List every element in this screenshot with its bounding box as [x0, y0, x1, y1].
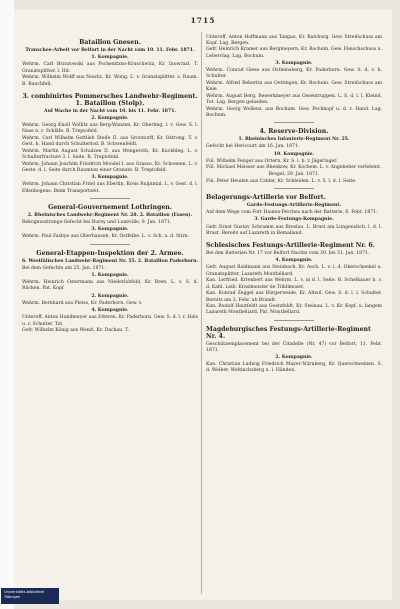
- entry-line: Fül. Wilhelm Fenger aus Ortern, Kr. S. l. b. r. Jägerlager.: [206, 158, 338, 164]
- right-column: [206, 34, 382, 375]
- subsection-heading: Auf Wache in der Nacht vom 10. bis 11. Febr. 1871.: [44, 108, 176, 114]
- section-heading: 3. combinirtes Pommersches Landwehr-Regiment. 1. Bataillon (Stolp).: [22, 92, 198, 107]
- entry-line: Geschützemplacement bei der Citadelle (Nr. 47) vor Belfort, 11. Febr. 1871.: [206, 341, 382, 353]
- entry-line: Bei den Batterien Nr. 17 vor Belfort Nachts vom 30. bis 31. Jan. 1871.: [206, 251, 370, 257]
- entry-line: Fül. Michael Meisser aus Rhenkow, Kr. Kochem. L. v. Angelieber verlebent.: [206, 165, 382, 171]
- column-divider: [201, 32, 202, 594]
- entry-line: Wehrm. Georg Wollenz. aus Bochum. Gew. Pechkopf u. d. r. Hand. Lag. Bochum.: [206, 106, 382, 118]
- section-separator: [90, 198, 130, 199]
- entry-line: Wehrm. Carl Wilhelm Gottlieb Steife II. aus Grotstorff, Kr. Ostrong. T. v. Gest. b. Hand durch Schultertod. B. Schwenfeldt.: [22, 136, 198, 148]
- subsection-heading: 2. Kompagnie.: [91, 293, 129, 299]
- left-column: [22, 34, 198, 335]
- section-separator: [274, 320, 314, 321]
- subsection-heading: 3. Garde-Festungs-Kompagnie.: [254, 217, 334, 223]
- entry-line: Kan. Christian Ludwig Friedrich Mayer-Nürnberg, Kr. Querschweinen. S. d. Weiber. Weltinchsberg u. l. Händen.: [206, 362, 382, 374]
- page-number: 1715: [190, 16, 216, 25]
- entry-line: Wehrm. Carl Brzozowski aus Pschenitzno-Kruschwitz, Kr. Inowrazl. T. Granatsplitter. l. Hd.: [22, 62, 198, 74]
- subsection-heading: 4. Kompagnie.: [91, 308, 129, 314]
- section-heading: General-Gouvernement Lothringen.: [48, 203, 172, 211]
- entry-line: Kan. Konrad Zeggel aus Bürgerweide, Kr. Altwil. Gew. S. d. l. l. Schulter. Bereits am 3. Febr. ab Brandt.: [206, 291, 382, 303]
- entry-line: Wehrm. Bernhard aus Pleiss, Kr. Paderborn. Gew. v.: [22, 300, 143, 306]
- entry-line: Kan. Lerfried. Krlenbert aus Wehrm. L. v. in d. l. Seite. B. Schelkauer b. v. d. Kahl. Leib. Kraslmeister de Tilldimoser.: [206, 278, 382, 290]
- subsection-heading: 1. Kompagnie.: [91, 55, 129, 61]
- entry-line: Auf dem Wege vom Fort Hautes-Perches nach der Batterie, 6. Febr. 1871.: [206, 210, 378, 216]
- subsection-heading: 6. Westfälisches Landwehr-Regiment Nr. 55. 2. Bataillon Paderborn.: [22, 258, 199, 264]
- entry-line: Rekognoszirungs-Gefecht bei Burey und Lunéville, 9. Jan. 1871.: [22, 220, 172, 226]
- entry-line: Wehrm. Conrad Giese aus Ostleinsberg, Kr. Paderborn. Gew. S. d. v. h. Schulter.: [206, 68, 382, 80]
- subsection-heading: 4. Kompagnie.: [275, 258, 313, 264]
- entry-line: Unteroff. Anton Hoffmann aus Tangau, Kr. Balcburg. Gew. Streifschuss am Kopf. Lag. Bergen.: [206, 34, 382, 46]
- subsection-heading: 2. Kompagnie.: [275, 355, 313, 361]
- section-heading: Magdeburgisches Festungs-Artillerie-Regiment Nr. 4.: [206, 325, 371, 340]
- subsection-heading: 3. Kompagnie.: [275, 60, 313, 66]
- section-separator: [90, 244, 130, 245]
- subsection-heading: 2. Rheinisches Landwehr-Regiment Nr. 28. 2. Bataillon (Essen).: [27, 212, 193, 218]
- entry-line: Wehrm. August Berg. Bewerkmeyer aus Ossentruppen. L. S. d. l. l. Kleind. Tot. Lag. Bergen gelasden.: [206, 93, 382, 106]
- section-heading: Schlesisches Festungs-Artillerie-Regiment Nr. 6.: [206, 242, 375, 250]
- document-page: [14, 10, 392, 600]
- entry-line: Gefr. Ernst Gustav Schramm aus Breslau. L. Brust am Lungenstich. l. d. l. Brust. Bereits auf Lazareth in Bemalland.: [206, 224, 382, 236]
- entry-line: Wehrm. Alfred Bebertin aus Oettingen, Kr. Bochum. Gew. Streifschuss am Knie.: [206, 80, 382, 93]
- entry-line: Bregel, 29. Jan. 1871.: [268, 172, 320, 178]
- subsection-heading: 1. Kompagnie.: [91, 273, 129, 279]
- subsection-heading: 10. Kompagnie.: [273, 151, 315, 157]
- subsection-heading: 2. Kompagnie.: [91, 115, 129, 121]
- entry-line: Wehrm. Johann Joachim Friedrich Moodel I. aus Grasso, Kr. Schoenen. L. v. Geste. d. l. Seite durch Raumton einer Granate. B. Treptofeld.: [22, 161, 198, 174]
- entry-line: Gefr. Heinrich Kramer aus Bergmeyern, Kr. Bochum. Gew. Fleischschuss u. Lebervlag. Lag. Bochum.: [206, 47, 382, 59]
- subsection-heading: Garde-Festungs-Artillerie-Regiment.: [246, 203, 342, 209]
- section-heading: Belagerungs-Artillerie vor Belfort.: [206, 194, 326, 202]
- section-heading: 4. Reserve-Division.: [259, 128, 329, 136]
- subsection-heading: 3. Kompagnie.: [91, 227, 129, 233]
- entry-line: Gefecht bei Hericourt am 16. Jan. 1871.: [206, 144, 300, 150]
- subsection-heading: 1. Rheinisches Infanterie-Regiment Nr. 25.: [238, 137, 350, 143]
- entry-line: Fül. Peter Heuden aus Cahler, Kr. Schleiden. L. v. S. l. d. l. Seite.: [206, 178, 357, 184]
- entry-line: Wehrm. Paul Fasbye aus Oberhausen, Kr. Ostfelbe. L. v. Sch. a. d. Stirn.: [22, 234, 190, 240]
- section-heading: General-Etappen-Inspektion der 2. Armee.: [36, 249, 184, 257]
- entry-line: Unteroff. Anton Hundmeyer aus Etteren, Kr. Paderborn. Gew. S. d. l. r. Hals u. r. Schulter. Tot.: [22, 315, 198, 327]
- entry-line: Bei dem Gefechte am 25. Jan. 1871.: [22, 265, 106, 271]
- entry-line: Gefr. August Baldmann aus Steinbach, Kr. Asch. L. v. i. d. Oberschenkel u. Granatsplitter, Lazareth Montbéliard.: [206, 265, 382, 277]
- entry-line: Wehrm. Heinrich Ostermann aus Niederlohfeld, Kr. Bren. L. v. S. d. Rücken. Pat. Kopf.: [22, 280, 198, 292]
- entry-line: Kan. Rudolf Hautfeldt aus Goetzfeldt, Kr. Steinau. L. v. Kr. Kopf. u. langem Lazareth Montbéliard. Pat. Montbéliard.: [206, 304, 382, 316]
- subsection-heading: 3. Kompagnie.: [91, 175, 129, 181]
- subsection-heading: Transchee-Arbeit vor Belfort in der Nacht vom 10. 11. Febr. 1871.: [25, 48, 195, 53]
- entry-line: Wehrm. Wilhelm Wolff aus Nawlic, Kr. Wong. L. v. Granatsplitter. s. Raum. B. Bauchfell.: [22, 75, 198, 87]
- library-logo: Universitäts-bibliothek Tübingen: [1, 588, 59, 604]
- entry-line: Wehrm. Johann Christian Fritel aus Eberlin, Kreis Rulpintal. L. v. Gest. d. l. Ellenbogens. Beim Transportzeit.: [22, 182, 198, 194]
- entry-line: Gefr. Wilhelm König aus Wenzl, Kr. Dachau. T.: [22, 328, 129, 334]
- section-separator: [274, 188, 314, 189]
- section-separator: [274, 122, 314, 123]
- entry-line: Wehrm. Georg Knoll Wollitz aus Berg-Wanzen, Kr. Oberlmg. l. v. Gew. S. l. Nase n. r. Schläfe. B. Treptofeld.: [22, 123, 198, 135]
- section-heading: Bataillon Gnesen.: [79, 39, 141, 46]
- viewer-margin: [0, 0, 14, 609]
- entry-line: Wehrm. Martin August Schulzen II. aus Wengeroth, Kr. Kuckbleg. L. v. Schulterfracture 3. l. Seite. B. Treptofeld.: [22, 148, 198, 161]
